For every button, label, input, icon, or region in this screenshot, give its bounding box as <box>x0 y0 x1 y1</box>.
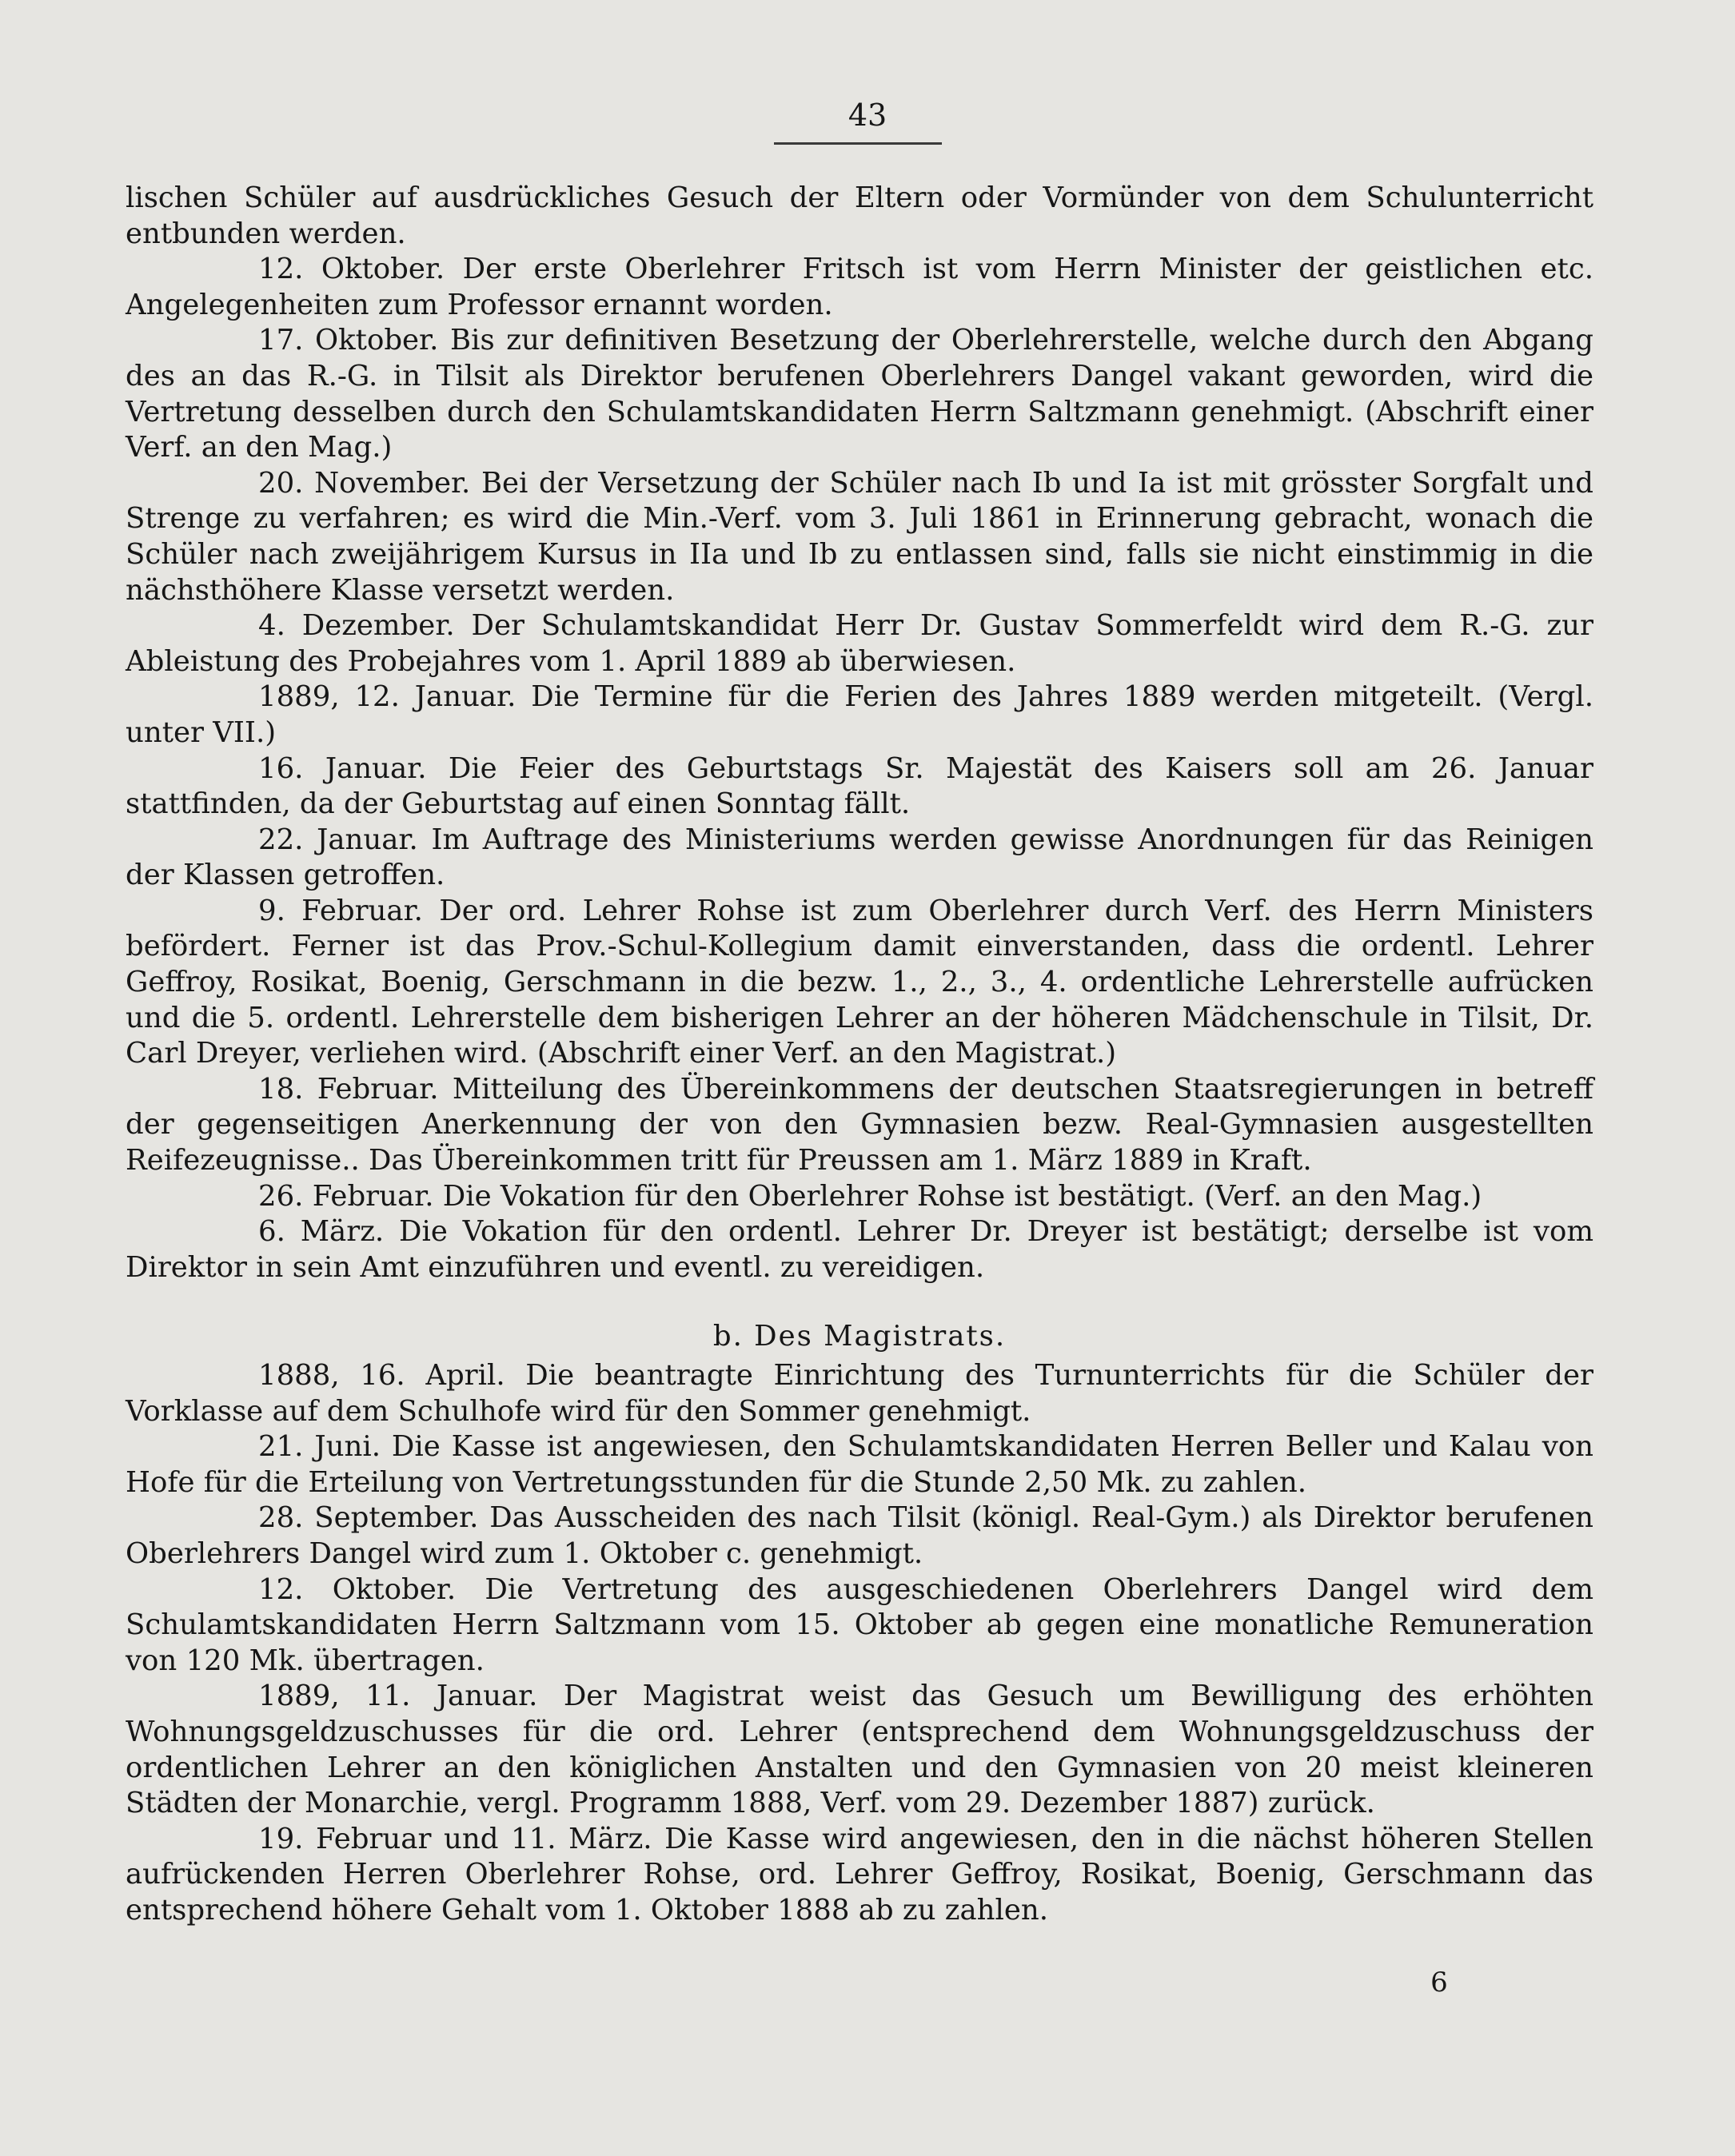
paragraph: 9. Februar. Der ord. Lehrer Rohse ist zum Oberlehrer durch Verf. des Herrn Ministers befördert. Ferner ist das Prov.-Schul-Kollegium damit einverstanden, dass die ordentl. Lehrer Geffroy, Rosikat, Boenig, Gerschmann in die bezw. 1., 2., 3., 4. ordentliche Lehrerstelle aufrücken und die 5. ordentl. Lehrerstelle dem bisherigen Lehrer an der höheren Mädchenschule in Tilsit, Dr. Carl Dreyer, verliehen wird. (Abschrift einer Verf. an den Magistrat.) <box>126 894 1593 1070</box>
paragraph: 1888, 16. April. Die beantragte Einrichtung des Turnunterrichts für die Schüler der Vorklasse auf dem Schulhofe wird für den Sommer genehmigt. <box>126 1359 1593 1428</box>
paragraph: 1889, 11. Januar. Der Magistrat weist das Gesuch um Bewilligung des erhöhten Wohnungsgeldzuschusses für die ord. Lehrer (entsprechend dem Wohnungsgeldzuschuss der ordentlichen Lehrer an den königlichen Anstalten und den Gymnasien von 20 meist kleineren Städten der Monarchie, vergl. Programm 1888, Verf. vom 29. Dezember 1887) zurück. <box>126 1680 1593 1820</box>
paragraph: 22. Januar. Im Auftrage des Ministeriums werden gewisse Anordnungen für das Reinigen der Klassen getroffen. <box>126 823 1593 892</box>
paragraph: 21. Juni. Die Kasse ist angewiesen, den Schulamtskandidaten Herren Beller und Kalau von Hofe für die Erteilung von Vertretungsstunden für die Stunde 2,50 Mk. zu zahlen. <box>126 1430 1593 1499</box>
page-body <box>126 181 1593 1929</box>
paragraph: 1889, 12. Januar. Die Termine für die Ferien des Jahres 1889 werden mitgeteilt. (Vergl. unter VII.) <box>126 680 1593 749</box>
paragraph: 20. November. Bei der Versetzung der Schüler nach Ib und Ia ist mit grösster Sorgfalt und Strenge zu verfahren; es wird die Min.-Verf. vom 3. Juli 1861 in Erinnerung gebracht, wonach die Schüler nach zweijährigem Kursus in IIa und Ib zu entlassen sind, falls sie nicht einstimmig in die nächsthöhere Klasse versetzt werden. <box>126 466 1593 607</box>
paragraph: 12. Oktober. Der erste Oberlehrer Fritsch ist vom Herrn Minister der geistlichen etc. Angelegenheiten zum Professor ernannt worden. <box>126 253 1593 321</box>
paragraph: 19. Februar und 11. März. Die Kasse wird angewiesen, den in die nächst höheren Stellen aufrückenden Herren Oberlehrer Rohse, ord. Lehrer Geffroy, Rosikat, Boenig, Gerschmann das entsprechend höhere Gehalt vom 1. Oktober 1888 ab zu zahlen. <box>126 1822 1593 1927</box>
paragraph: 12. Oktober. Die Vertretung des ausgeschiedenen Oberlehrers Dangel wird dem Schulamtskandidaten Herrn Saltzmann vom 15. Oktober ab gegen eine monatliche Remuneration von 120 Mk. übertragen. <box>126 1572 1593 1677</box>
paragraph: lischen Schüler auf ausdrückliches Gesuch der Eltern oder Vormünder von dem Schulunterricht entbunden werden. <box>126 181 1593 250</box>
paragraph: 28. September. Das Ausscheiden des nach Tilsit (königl. Real-Gym.) als Direktor berufenen Oberlehrers Dangel wird zum 1. Oktober c. genehmigt. <box>126 1501 1593 1570</box>
section-heading: b. Des Magistrats. <box>712 1320 1007 1353</box>
header-rule <box>774 142 942 145</box>
paragraph: 16. Januar. Die Feier des Geburtstags Sr. Majestät des Kaisers soll am 26. Januar stattfinden, da der Geburtstag auf einen Sonntag fällt. <box>126 751 1593 821</box>
paragraph: 18. Februar. Mitteilung des Übereinkommens der deutschen Staatsregierungen in betreff der gegenseitigen Anerkennung der von den Gymnasien bezw. Real-Gymnasien ausgestellten Reifezeugnisse.. Das Übereinkommen tritt für Preussen am 1. März 1889 in Kraft. <box>126 1072 1593 1178</box>
paragraph: 4. Dezember. Der Schulamtskandidat Herr Dr. Gustav Sommerfeldt wird dem R.-G. zur Ableistung des Probejahres vom 1. April 1889 ab überwiesen. <box>126 609 1593 678</box>
paragraph: 26. Februar. Die Vokation für den Oberlehrer Rohse ist bestätigt. (Verf. an den Mag.) <box>258 1179 1482 1213</box>
page-number: 43 <box>848 98 887 133</box>
paragraph: 6. März. Die Vokation für den ordentl. Lehrer Dr. Dreyer ist bestätigt; derselbe ist vom Direktor in sein Amt einzuführen und eventl. zu vereidigen. <box>126 1215 1593 1284</box>
signature-mark: 6 <box>1430 1967 1448 1999</box>
paragraph: 17. Oktober. Bis zur definitiven Besetzung der Oberlehrerstelle, welche durch den Abgang des an das R.-G. in Tilsit als Direktor berufenen Oberlehrers Dangel vakant geworden, wird die Vertretung desselben durch den Schulamtskandidaten Herrn Saltzmann genehmigt. (Abschrift einer Verf. an den Mag.) <box>126 324 1593 464</box>
